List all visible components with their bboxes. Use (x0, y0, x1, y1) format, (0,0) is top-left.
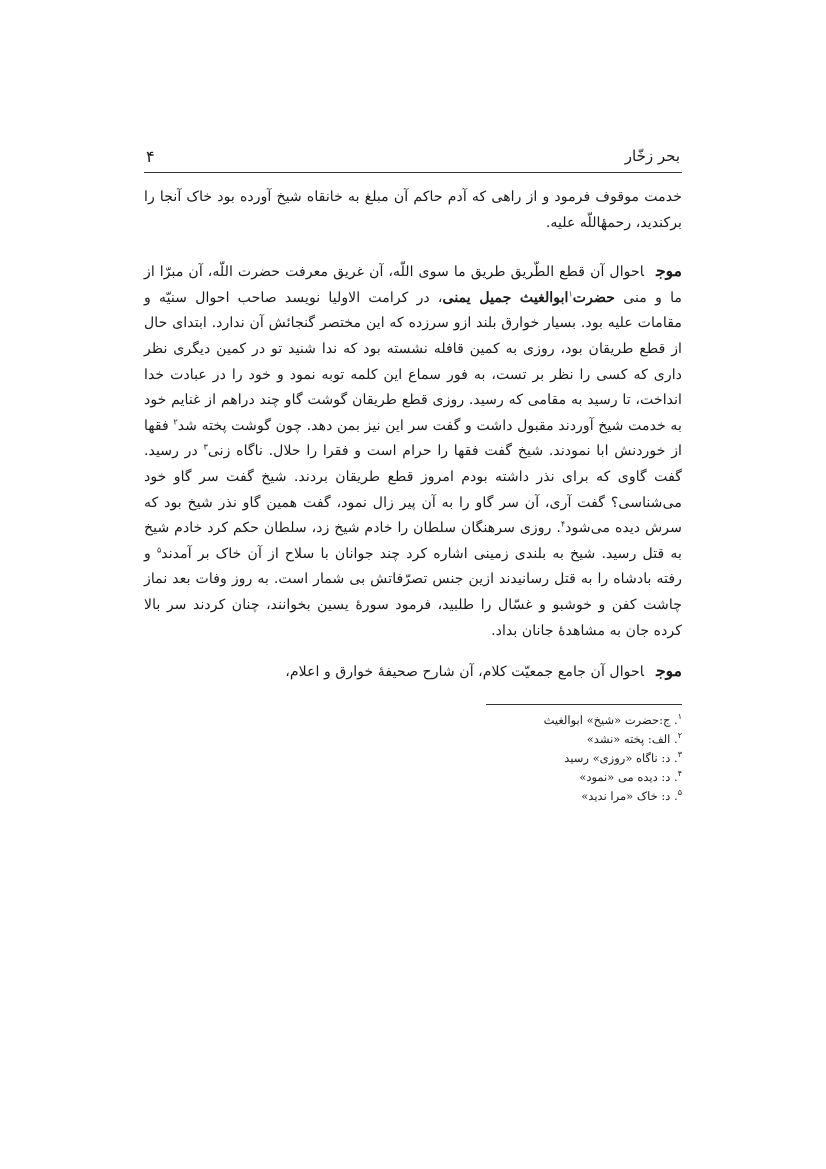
text-run: ، در کرامت الاولیا نویسد صاحب احوال سنیّه و مقامات علیه بود. بسیار خوارق بلند ازو سرزده که این مختصر گنجائش آن ندارد. ابتدای حال از قطع طریقان بود، روزی به کمین قافله نشسته بود که ندا شنید تو در کمین دیگری نظر داری که کسی را نظر بر تست، به فور سماع این کلمه توبه نمود و خود را در عبادت خدا انداخت، تا رسید به مقامی که رسید. روزی قطع طریقان گوشت گاو چند دراهم از غنایم خود به خدمت شیخ آوردند مقبول داشت و گفت سر این نیز بمن دهد. چون گوشت پخته شد (144, 289, 682, 434)
footnote-number: ۳ (677, 749, 682, 759)
footnote-number: ۴ (677, 768, 682, 778)
section-marker: موج (656, 661, 682, 681)
footnote-ref[interactable]: ۴ (560, 519, 566, 529)
footnote-text: . الف: پخته «نشد» (586, 731, 678, 746)
text-run: احوال آن جامع جمعیّت کلام، آن شارح صحیفهٔ خوارق و اعلام، (285, 664, 645, 681)
footnote-number: ۱ (677, 711, 682, 721)
saint-name-title: حضرت (572, 289, 616, 306)
text-run: در رسید. گفت گاوی که برای نذر داشته بودم امروز قطع طریقان بردند. شیخ گفت سر گاو خود می‌شناسی؟ گفت آری، آن سر گاو را به آن پیر زال نمود، گفت همین گاو نذر شیخ بود که سرش دیده می‌شود (144, 443, 682, 537)
footnote (486, 711, 682, 730)
footnote (486, 787, 682, 806)
section-paragraph (144, 658, 682, 686)
footnote-number: ۲ (677, 730, 682, 740)
footnotes (486, 704, 682, 806)
text-run: احوال آن قطع الطّریق طریق ما سوی اللّه، آن غریق معرفت حضرت اللّه، آن مبرّا از ما و منی (144, 264, 683, 306)
footnote-number: ۵ (677, 787, 682, 797)
text-run: فقها از خوردنش ابا نمودند. شیخ گفت فقها را حرام است و فقرا را حلال. ناگاه زنی (144, 417, 682, 460)
saint-name: ابوالغیث جمیل یمنی (442, 289, 569, 306)
footnote-text: . د: خاک «مرا ندید» (581, 788, 678, 803)
footnote-text: . ج:حضرت «شیخ» ابوالغیث (543, 712, 678, 727)
footnote-ref[interactable]: ۱ (568, 289, 573, 299)
footnote (486, 768, 682, 787)
running-title: بحر زخّار (624, 147, 680, 165)
footnote-text: . د: دیده می «نمود» (579, 769, 678, 784)
footnote-text: . د: ناگاه «روزی» رسید (564, 750, 678, 765)
page (144, 140, 682, 806)
intro-paragraph: خدمت موقوف فرمود و از راهی که آدم حاکم آن مبلغ به خانقاه شیخ آورده بود خاک آنجا را برکندید، رحمهٔاللّه علیه. (144, 189, 682, 231)
footnote-ref[interactable]: ۲ (173, 417, 178, 427)
text-run: و رفته بادشاه را به قتل رسانیدند ازین جنس تصرّفاتش بی شمار است. به روز وفات بعد نماز چاشت کفن و خوشبو و غسّال را طلبید، فرمود سورهٔ یسین بخوانند، چنان کردند سر بالا کرده جان به مشاهدهٔ جانان بداد. (144, 545, 682, 639)
footnote-ref[interactable]: ۳ (203, 442, 208, 452)
running-header (144, 140, 682, 173)
section-marker: موج (656, 261, 682, 281)
footnote (486, 749, 682, 768)
page-number: ۴ (146, 146, 155, 166)
footnote (486, 730, 682, 749)
footnote-ref[interactable]: ۵ (156, 544, 162, 554)
text-run: . روزی سرهنگان سلطان را خادم شیخ زد، سلطان حکم کرد خادم شیخ به قتل رسید. شیخ به بلندی زمینی اشاره کرد چند جوانان با سلاح از آن خاک بر آمدند (144, 520, 682, 562)
section-paragraph (144, 258, 682, 644)
